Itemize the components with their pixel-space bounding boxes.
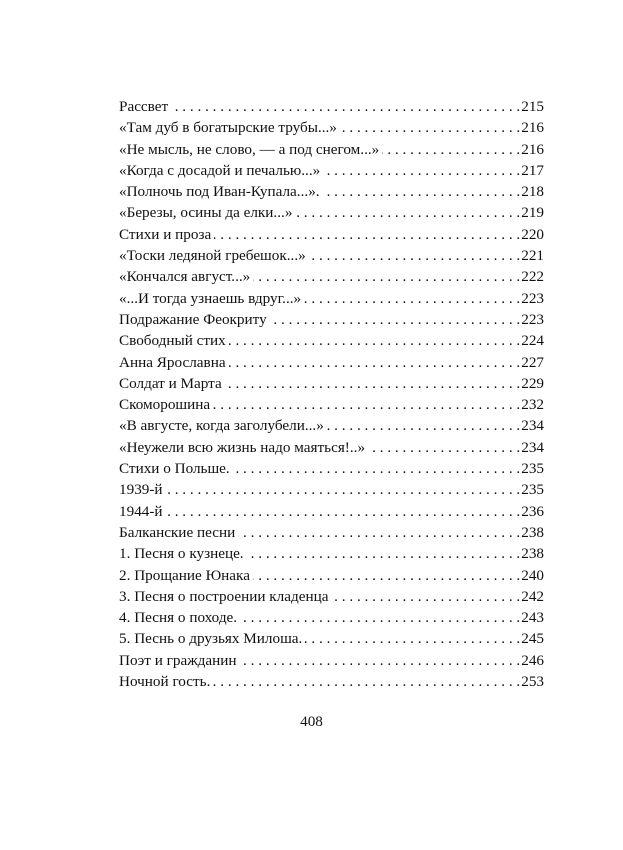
toc-entry bbox=[119, 330, 544, 351]
toc-entry bbox=[119, 288, 544, 309]
toc-entry bbox=[119, 224, 544, 245]
toc-leader-dots bbox=[225, 373, 520, 394]
toc-entry-page: 216 bbox=[521, 119, 544, 137]
toc-leader-dots bbox=[240, 607, 520, 628]
toc-entry-title: «Березы, осины да елки...» bbox=[119, 204, 293, 222]
toc-entry bbox=[119, 181, 544, 202]
toc-entry-page: 246 bbox=[521, 651, 544, 669]
toc-entry-title: Балканские песни bbox=[119, 523, 236, 541]
toc-leader-dots bbox=[240, 650, 521, 671]
toc-leader-dots bbox=[238, 522, 520, 543]
toc-entry-page: 234 bbox=[521, 417, 544, 435]
toc-entry-title: 1944-й bbox=[119, 502, 163, 520]
toc-entry-page: 224 bbox=[521, 332, 544, 350]
toc-leader-dots bbox=[323, 181, 521, 202]
toc-entry-page: 219 bbox=[521, 204, 544, 222]
toc-entry bbox=[119, 479, 544, 500]
toc-entry-title: Свободный стих bbox=[119, 332, 226, 350]
toc-entry-title: 1939-й bbox=[119, 481, 163, 499]
page-number: 408 bbox=[300, 713, 323, 730]
toc-entry bbox=[119, 522, 544, 543]
toc-entry bbox=[119, 565, 544, 586]
toc-entry-title: «В августе, когда заголубели...» bbox=[119, 417, 324, 435]
toc-leader-dots bbox=[304, 288, 520, 309]
toc-leader-dots bbox=[214, 224, 520, 245]
toc-entry-page: 227 bbox=[521, 353, 544, 371]
toc-leader-dots bbox=[382, 139, 520, 160]
toc-entry-page: 236 bbox=[521, 502, 544, 520]
toc-entry bbox=[119, 266, 544, 287]
toc-entry-title: 2. Прощание Юнака bbox=[119, 566, 250, 584]
toc-entry-title: «...И тогда узнаешь вдруг...» bbox=[119, 289, 302, 307]
toc-entry-title: «Там дуб в богатырские трубы...» bbox=[119, 119, 337, 137]
toc-entry bbox=[119, 96, 544, 117]
toc-entry-title: 1. Песня о кузнеце. bbox=[119, 545, 244, 563]
toc-entry-page: 235 bbox=[521, 481, 544, 499]
toc-entry-title: 4. Песня о походе. bbox=[119, 609, 238, 627]
toc-entry bbox=[119, 415, 544, 436]
toc-entry-title: Стихи о Польше. bbox=[119, 460, 230, 478]
toc-entry-page: 242 bbox=[521, 587, 544, 605]
toc-leader-dots bbox=[368, 437, 520, 458]
toc-entry-title: Скоморошина bbox=[119, 396, 211, 414]
toc-entry bbox=[119, 458, 544, 479]
toc-leader-dots bbox=[270, 309, 521, 330]
toc-leader-dots bbox=[166, 479, 521, 500]
toc-entry-page: 229 bbox=[521, 374, 544, 392]
toc-entry-title: Ночной гость. bbox=[119, 673, 211, 691]
toc-entry bbox=[119, 543, 544, 564]
toc-entry bbox=[119, 394, 544, 415]
toc-entry bbox=[119, 160, 544, 181]
toc-entry-title: Рассвет bbox=[119, 98, 169, 115]
toc-entry-title: «Не мысль, не слово, — а под снегом...» bbox=[119, 140, 380, 158]
toc-entry bbox=[119, 628, 544, 649]
toc-leader-dots bbox=[247, 543, 521, 564]
toc-entry bbox=[119, 117, 544, 138]
toc-entry-page: 216 bbox=[521, 140, 544, 158]
toc-entry-page: 253 bbox=[521, 673, 544, 691]
toc-entry bbox=[119, 309, 544, 330]
toc-entry-page: 222 bbox=[521, 268, 544, 286]
toc-leader-dots bbox=[229, 330, 520, 351]
toc-entry-title: «Неужели всю жизнь надо маяться!..» bbox=[119, 438, 366, 456]
toc-leader-dots bbox=[253, 565, 520, 586]
toc-entry-title: Анна Ярославна bbox=[119, 353, 226, 371]
toc-entry-title: Стихи и проза bbox=[119, 225, 212, 243]
toc-entry-page: 245 bbox=[521, 630, 544, 648]
toc-entry bbox=[119, 501, 544, 522]
toc-entry-title: Солдат и Марта bbox=[119, 374, 222, 392]
toc-entry-title: 5. Песнь о друзьях Милоша. bbox=[119, 630, 303, 648]
toc-entry-page: 238 bbox=[521, 545, 544, 563]
toc-entry bbox=[119, 586, 544, 607]
toc-leader-dots bbox=[213, 394, 520, 415]
toc-leader-dots bbox=[253, 266, 520, 287]
toc-entry-page: 238 bbox=[521, 523, 544, 541]
toc-entry-page: 240 bbox=[521, 566, 544, 584]
toc-leader-dots bbox=[309, 245, 521, 266]
toc-leader-dots bbox=[171, 96, 520, 117]
toc-entry-page: 243 bbox=[521, 609, 544, 627]
toc-leader-dots bbox=[323, 160, 520, 181]
toc-entry-page: 218 bbox=[521, 183, 544, 201]
toc-entry-page: 215 bbox=[521, 98, 544, 115]
toc-entry bbox=[119, 352, 544, 373]
toc-entry-page: 235 bbox=[521, 460, 544, 478]
toc-entry bbox=[119, 437, 544, 458]
toc-leader-dots bbox=[331, 586, 520, 607]
toc-entry-page: 234 bbox=[521, 438, 544, 456]
toc-entry bbox=[119, 650, 544, 671]
toc-entry bbox=[119, 139, 544, 160]
toc-entry-page: 220 bbox=[521, 225, 544, 243]
toc-entry-page: 232 bbox=[521, 396, 544, 414]
toc-entry bbox=[119, 671, 544, 692]
toc-leader-dots bbox=[327, 415, 520, 436]
toc-entry-title: «Полночь под Иван-Купала...». bbox=[119, 183, 320, 201]
toc-leader-dots bbox=[340, 117, 520, 138]
toc-entry-title: «Кончался август...» bbox=[119, 268, 251, 286]
toc-entry-page: 223 bbox=[521, 289, 544, 307]
toc-leader-dots bbox=[229, 352, 521, 373]
toc-leader-dots bbox=[305, 628, 520, 649]
toc-entry bbox=[119, 607, 544, 628]
toc-entry bbox=[119, 245, 544, 266]
toc-entry-page: 221 bbox=[521, 247, 544, 265]
toc-entry-page: 217 bbox=[521, 161, 544, 179]
toc-leader-dots bbox=[233, 458, 521, 479]
toc-entry bbox=[119, 373, 544, 394]
toc-entry-title: 3. Песня о построении кладенца bbox=[119, 587, 329, 605]
toc-entry-title: «Тоски ледяной гребешок...» bbox=[119, 247, 306, 265]
toc-entry-title: Подражание Феокриту bbox=[119, 310, 267, 328]
toc-leader-dots bbox=[295, 202, 520, 223]
table-of-contents bbox=[119, 96, 544, 692]
toc-leader-dots bbox=[213, 671, 520, 692]
toc-entry-title: Поэт и гражданин bbox=[119, 651, 237, 669]
toc-entry-page: 223 bbox=[521, 310, 544, 328]
toc-entry bbox=[119, 202, 544, 223]
toc-leader-dots bbox=[166, 501, 521, 522]
toc-entry-title: «Когда с досадой и печалью...» bbox=[119, 161, 321, 179]
